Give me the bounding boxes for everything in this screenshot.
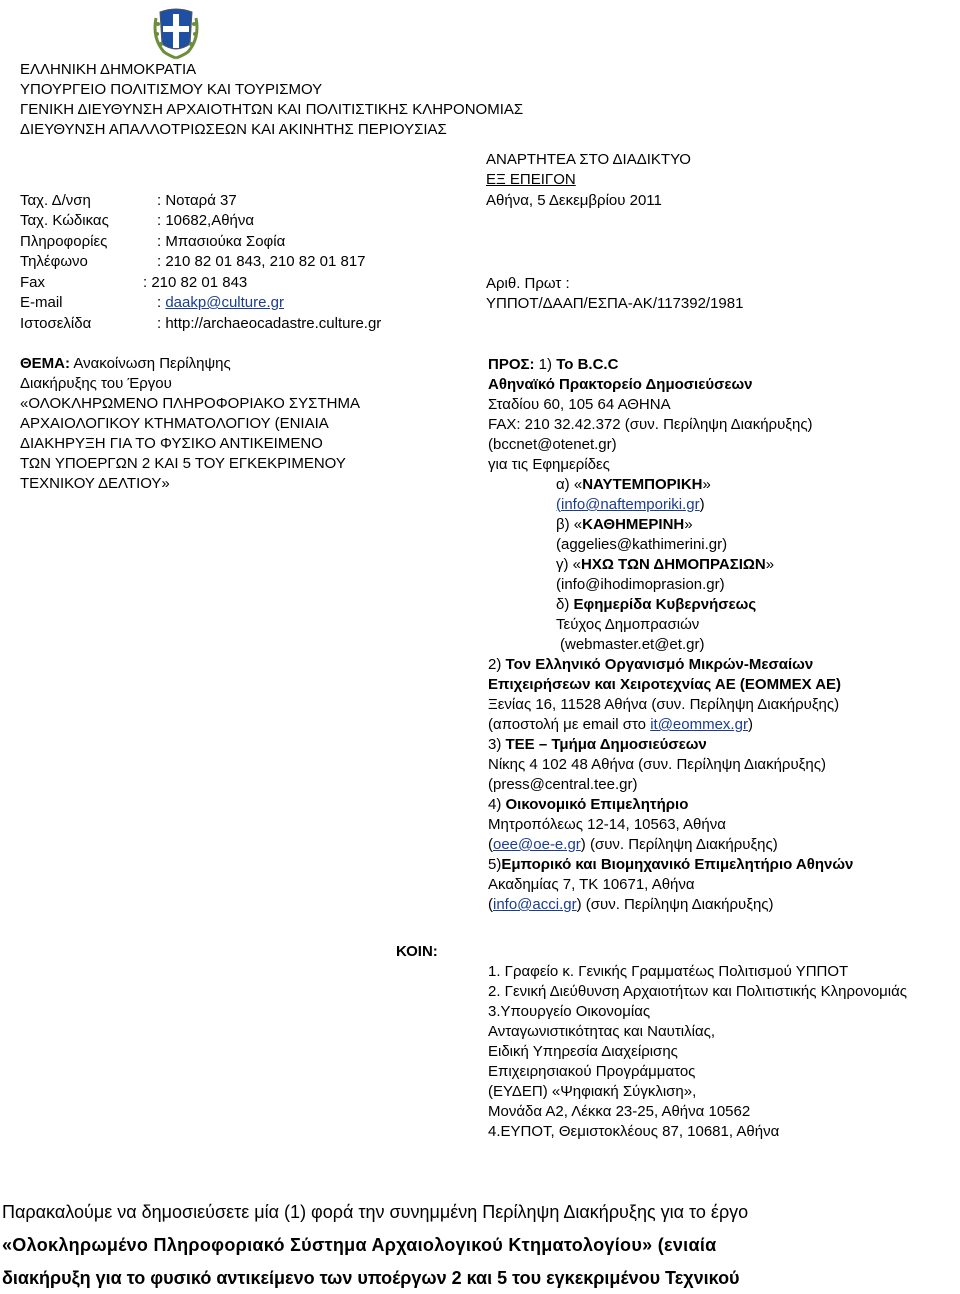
recipient-5-address: Ακαδημίας 7, ΤΚ 10671, Αθήνα [488, 876, 695, 893]
cc-line: Μονάδα Α2, Λέκκα 23-25, Αθήνα 10562 [488, 1103, 751, 1120]
cc-line: 1. Γραφείο κ. Γενικής Γραμματέως Πολιτισμού ΥΠΠΟΤ [488, 963, 849, 980]
recipient-2-header [488, 655, 853, 675]
recipient-3-email: (press@central.tee.gr) [488, 776, 638, 793]
recipient-4-header [488, 795, 853, 815]
paper-a-open: ( [556, 496, 561, 513]
address-label: Ταχ. Δ/νση [20, 192, 91, 209]
recipient-2-send-pre: (αποστολή με email στο [488, 716, 651, 733]
paper-c [488, 555, 853, 575]
zip-value: : 10682,Αθήνα [157, 212, 255, 229]
paper-c-pre: γ) « [556, 556, 582, 573]
letterhead-line: ΥΠΟΥΡΓΕΙΟ ΠΟΛΙΤΙΣΜΟΥ ΚΑΙ ΤΟΥΡΙΣΜΟΥ [20, 81, 323, 98]
cc-line: Επιχειρησιακού Προγράμματος [488, 1063, 696, 1080]
posting-notice: ΑΝΑΡΤΗΤΕΑ ΣΤΟ ΔΙΑΔΙΚΤΥΟ [486, 151, 691, 168]
email-row [157, 293, 284, 313]
document-date: Αθήνα, 5 Δεκεμβρίου 2011 [486, 192, 662, 209]
phone-value: : 210 82 01 843, 210 82 01 817 [157, 253, 366, 270]
subject-line: ΔΙΑΚΗΡΥΞΗ ΓΙΑ ΤΟ ΦΥΣΙΚΟ ΑΝΤΙΚΕΙΜΕΝΟ [20, 435, 323, 452]
subject-line [20, 354, 360, 374]
body-paragraph-line: «Ολοκληρωμένο Πληροφοριακό Σύστημα Αρχαιολογικού Κτηματολογίου» (ενιαία [2, 1235, 717, 1255]
letterhead-line: ΓΕΝΙΚΗ ΔΙΕΥΘΥΝΣΗ ΑΡΧΑΙΟΤΗΤΩΝ ΚΑΙ ΠΟΛΙΤΙΣΤΙΚΗΣ ΚΛΗΡΟΝΟΜΙΑΣ [20, 101, 524, 118]
recipient-3-name: ΤΕΕ – Τμήμα Δημοσιεύσεων [505, 736, 707, 753]
email-label: E-mail [20, 294, 63, 311]
recipient-2-num: 2) [488, 656, 506, 673]
recipient-4-open: ( [488, 836, 493, 853]
cc-line: 4.ΕΥΠΟΤ, Θεμιστοκλέους 87, 10681, Αθήνα [488, 1123, 780, 1140]
website-label: Ιστοσελίδα [20, 315, 92, 332]
email-prefix: : [157, 294, 166, 311]
cc-line: (ΕΥΔΕΠ) «Ψηφιακή Σύγκλιση», [488, 1083, 697, 1100]
website-value: : http://archaeocadastre.culture.gr [157, 315, 382, 332]
recipient-5-email-row [488, 895, 853, 915]
letterhead-line: ΔΙΕΥΘΥΝΣΗ ΑΠΑΛΛΟΤΡΙΩΣΕΩΝ ΚΑΙ ΑΚΙΝΗΤΗΣ ΠΕΡΙΟΥΣΙΑΣ [20, 121, 447, 138]
recipient-1-address: Σταδίου 60, 105 64 ΑΘΗΝΑ [488, 396, 671, 413]
email-link[interactable]: daakp@culture.gr [165, 294, 284, 311]
recipient-4-email-row [488, 835, 853, 855]
recipient-3-address: Νίκης 4 102 48 Αθήνα (συν. Περίληψη Διακήρυξης) [488, 756, 826, 773]
recipient-4-post: ) (συν. Περίληψη Διακήρυξης) [580, 836, 778, 853]
recipient-1-org: Αθηναϊκό Πρακτορείο Δημοσιεύσεων [488, 376, 753, 393]
paper-d-pre: δ) [556, 596, 574, 613]
recipient-5-email-link[interactable]: info@acci.gr [493, 896, 577, 913]
recipient-5-open: ( [488, 896, 493, 913]
recipient-2-email-link[interactable]: it@eommex.gr [650, 716, 748, 733]
urgent-notice: ΕΞ ΕΠΕΙΓΟΝ [486, 171, 576, 188]
subject-line: ΤΩΝ ΥΠΟΕΡΓΩΝ 2 ΚΑΙ 5 ΤΟΥ ΕΓΚΕΚΡΙΜΕΝΟΥ [20, 455, 346, 472]
recipient-5-num: 5) [488, 856, 502, 873]
letterhead [20, 60, 523, 140]
letterhead-line: ΕΛΛΗΝΙΚΗ ΔΗΜΟΚΡΑΤΙΑ [20, 61, 197, 78]
paper-d-line2: Τεύχος Δημοπρασιών [556, 616, 700, 633]
recipient-1-name: Το B.C.C [556, 356, 619, 373]
recipient-2-address: Ξενίας 16, 11528 Αθήνα (συν. Περίληψη Διακήρυξης) [488, 696, 840, 713]
cc-line: Ανταγωνιστικότητας και Ναυτιλίας, [488, 1023, 716, 1040]
protocol-number: ΥΠΠΟΤ/ΔΑΑΠ/ΕΣΠΑ-ΑΚ/117392/1981 [486, 295, 744, 312]
paper-b-name: ΚΑΘΗΜΕΡΙΝΗ [582, 516, 685, 533]
paper-b [488, 515, 853, 535]
paper-c-post: » [765, 556, 775, 573]
paper-a [488, 475, 853, 495]
recipient-2-send [488, 715, 853, 735]
paper-d-name: Εφημερίδα Κυβερνήσεως [573, 596, 757, 613]
recipient-4-num: 4) [488, 796, 506, 813]
recipient-number: 1) [534, 356, 557, 373]
subject-line: ΑΡΧΑΙΟΛΟΓΙΚΟΥ ΚΤΗΜΑΤΟΛΟΓΙΟΥ (ΕΝΙΑΙΑ [20, 415, 329, 432]
paper-d-email: (webmaster.et@et.gr) [560, 636, 705, 653]
recipient-4-email-link[interactable]: oee@oe-e.gr [493, 836, 581, 853]
cc-line: Ειδική Υπηρεσία Διαχείρισης [488, 1043, 678, 1060]
body-paragraph-line: διακήρυξη για το φυσικό αντικείμενο των υποέργων 2 και 5 του εγκεκριμένου Τεχνικού [2, 1268, 740, 1288]
recipient-1-note: για τις Εφημερίδες [488, 456, 610, 473]
fax-label: Fax [20, 274, 46, 291]
recipients-block [488, 355, 853, 915]
cc-line: 2. Γενική Διεύθυνση Αρχαιοτήτων και Πολιτιστικής Κληρονομιάς [488, 983, 908, 1000]
phone-label: Τηλέφωνο [20, 253, 88, 270]
recipient-2-name: Τον Ελληνικό Οργανισμό Μικρών-Μεσαίων [505, 656, 814, 673]
protocol-label: Αριθ. Πρωτ : [486, 275, 570, 292]
recipient-5-name: Εμπορικό και Βιομηχανικό Επιμελητήριο Αθηνών [501, 856, 854, 873]
paper-a-post: » [702, 476, 711, 493]
address-value: : Νοταρά 37 [157, 192, 237, 209]
recipient-4-address: Μητροπόλεως 12-14, 10563, Αθήνα [488, 816, 726, 833]
body-paragraph-line: Παρακαλούμε να δημοσιεύσετε μία (1) φορά την συνημμένη Περίληψη Διακήρυξης για το έργο [2, 1202, 749, 1222]
paper-d [488, 595, 853, 615]
info-value: : Μπασιούκα Σοφία [157, 233, 286, 250]
subject-block [20, 354, 360, 494]
recipient-5-post: ) (συν. Περίληψη Διακήρυξης) [576, 896, 774, 913]
recipient-1-fax: FAX: 210 32.42.372 (συν. Περίληψη Διακήρυξης) [488, 416, 813, 433]
paper-b-email: (aggelies@kathimerini.gr) [556, 536, 728, 553]
zip-label: Ταχ. Κώδικας [20, 212, 109, 229]
recipient-3-header [488, 735, 853, 755]
paper-a-name: ΝΑΥΤΕΜΠΟΡΙΚΗ [582, 476, 703, 493]
paper-a-pre: α) « [556, 476, 583, 493]
paper-b-pre: β) « [556, 516, 583, 533]
paper-a-email-link[interactable]: info@naftemporiki.gr [561, 496, 700, 513]
recipient-3-num: 3) [488, 736, 506, 753]
fax-value: : 210 82 01 843 [143, 274, 248, 291]
subject-line: ΤΕΧΝΙΚΟΥ ΔΕΛΤΙΟΥ» [20, 475, 170, 492]
info-label: Πληροφορίες [20, 233, 108, 250]
recipient-1-email: (bccnet@otenet.gr) [488, 436, 617, 453]
recipient-2-name2: Επιχειρήσεων και Χειροτεχνίας ΑΕ (ΕΟΜΜΕΧ ΑΕ) [488, 676, 842, 693]
recipient-5-header [488, 855, 853, 875]
paper-b-post: » [684, 516, 693, 533]
recipient-1-header [488, 355, 853, 375]
cc-block [488, 962, 907, 1142]
cc-label: ΚΟΙΝ: [396, 943, 438, 960]
recipients-label: ΠΡΟΣ: [488, 356, 535, 373]
subject-label: ΘΕΜΑ: [20, 355, 70, 372]
paper-a-email-row [488, 495, 853, 515]
subject-line: Διακήρυξης του Έργου [20, 375, 172, 392]
recipient-2-send-post: ) [747, 716, 753, 733]
paper-a-close: ) [699, 496, 705, 513]
subject-line: «ΟΛΟΚΛΗΡΩΜΕΝΟ ΠΛΗΡΟΦΟΡΙΑΚΟ ΣΥΣΤΗΜΑ [20, 395, 360, 412]
paper-c-email: (info@ihodimoprasion.gr) [556, 576, 725, 593]
recipient-4-name: Οικονομικό Επιμελητήριο [505, 796, 689, 813]
subject-title: Ανακοίνωση Περίληψης [70, 355, 231, 372]
cc-line: 3.Υπουργείο Οικονομίας [488, 1003, 651, 1020]
greek-coat-of-arms-icon [150, 4, 202, 60]
paper-c-name: ΗΧΩ ΤΩΝ ΔΗΜΟΠΡΑΣΙΩΝ [581, 556, 766, 573]
